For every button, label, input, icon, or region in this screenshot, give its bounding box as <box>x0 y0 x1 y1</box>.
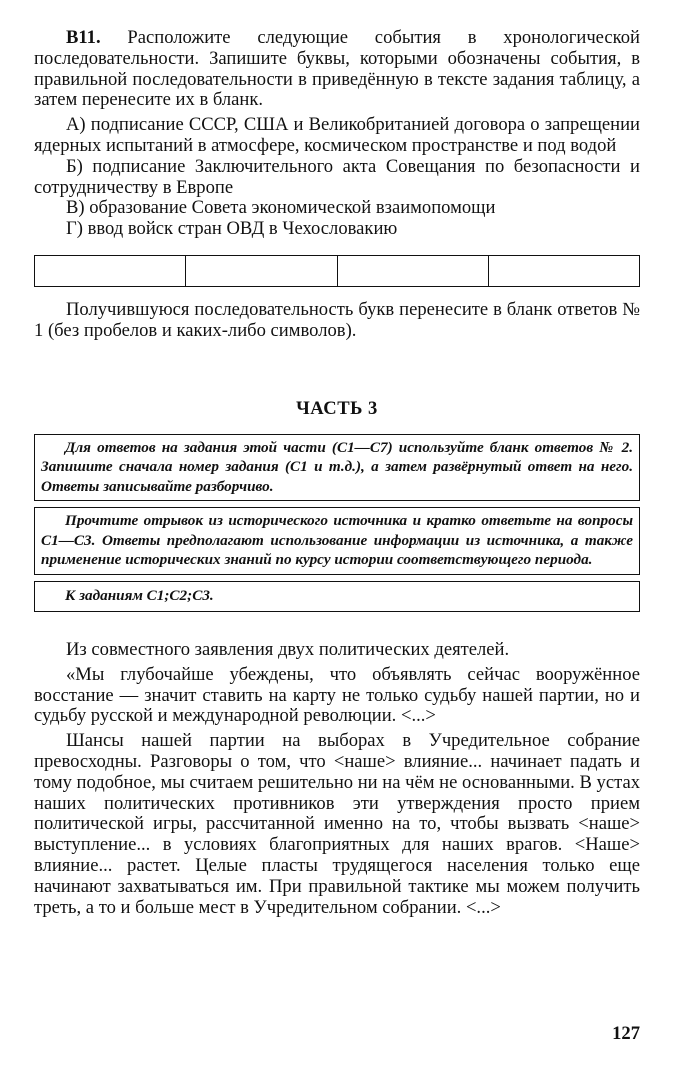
answer-cell-1[interactable] <box>35 256 186 286</box>
instruction-box-tasks: К заданиям С1;С2;С3. <box>34 581 640 613</box>
part-3-title: ЧАСТЬ 3 <box>296 397 378 419</box>
answer-table <box>34 255 640 287</box>
answer-cell-2[interactable] <box>186 256 337 286</box>
instruction-box-answers: Для ответов на задания этой части (С1—С7) используйте бланк ответов № 2. Запишите сначала номер задания (С1 и т.д.), а затем развёрнутый ответ на него. Ответы записывайте разборчиво. <box>34 434 640 502</box>
task-b11-after-table: Получившуюся последовательность букв перенесите в бланк ответов № 1 (без пробелов и каких-либо символов). <box>34 298 640 341</box>
instruction-box-read-source: Прочтите отрывок из исторического источника и кратко ответьте на вопросы С1—С3. Ответы предполагают использование информации из источника, а также применение исторических знаний по курсу истории соответствующего периода. <box>34 507 640 575</box>
task-b11-option-g: Г) ввод войск стран ОВД в Чехословакию <box>66 218 398 240</box>
task-b11-option-b: Б) подписание Заключительного акта Совещания по безопасности и сотрудничеству в Европе <box>34 155 640 198</box>
task-b11-option-a: А) подписание СССР, США и Великобританией договора о запрещении ядерных испытаний в атмосфере, космическом пространстве и под водой <box>34 114 640 156</box>
answer-cell-3[interactable] <box>338 256 489 286</box>
source-paragraph-1: «Мы глубочайше убеждены, что объявлять сейчас вооружённое восстание — значит ставить на карту не только судьбу нашей партии, но и судьбу русской и международной революции. <...> <box>34 663 640 727</box>
task-b11-intro-text: Расположите следующие события в хронологической последовательности. Запишите буквы, которыми обозначены события, в правильной последовательности в приведённую в тексте задания таблицу, а затем перенесите их в бланк. <box>34 27 640 111</box>
task-b11-intro <box>34 28 640 111</box>
source-paragraph-2: Шансы нашей партии на выборах в Учредительное собрание превосходны. Разговоры о том, что <наше> влияние... начинает падать и тому подобное, мы считаем решительно ни на чём не основанными. В устах наших политических противников эти утверждения просто прием политической игры, рассчитанной именно на то, чтобы вызвать <наше> выступление... в условиях благоприятных для наших врагов. <Наше> влияние... растет. Целые пласты трудящегося населения только еще начинают захватываться им. При правильной тактике мы можем получить треть, а то и больше мест в Учредительном собрании. <...> <box>34 730 640 918</box>
page-number: 127 <box>612 1023 640 1044</box>
source-heading: Из совместного заявления двух политических деятелей. <box>66 639 510 661</box>
page-content <box>34 28 640 918</box>
task-b11-label: В11. <box>66 27 101 48</box>
task-b11-option-v: В) образование Совета экономической взаимопомощи <box>66 197 496 219</box>
answer-cell-4[interactable] <box>489 256 639 286</box>
